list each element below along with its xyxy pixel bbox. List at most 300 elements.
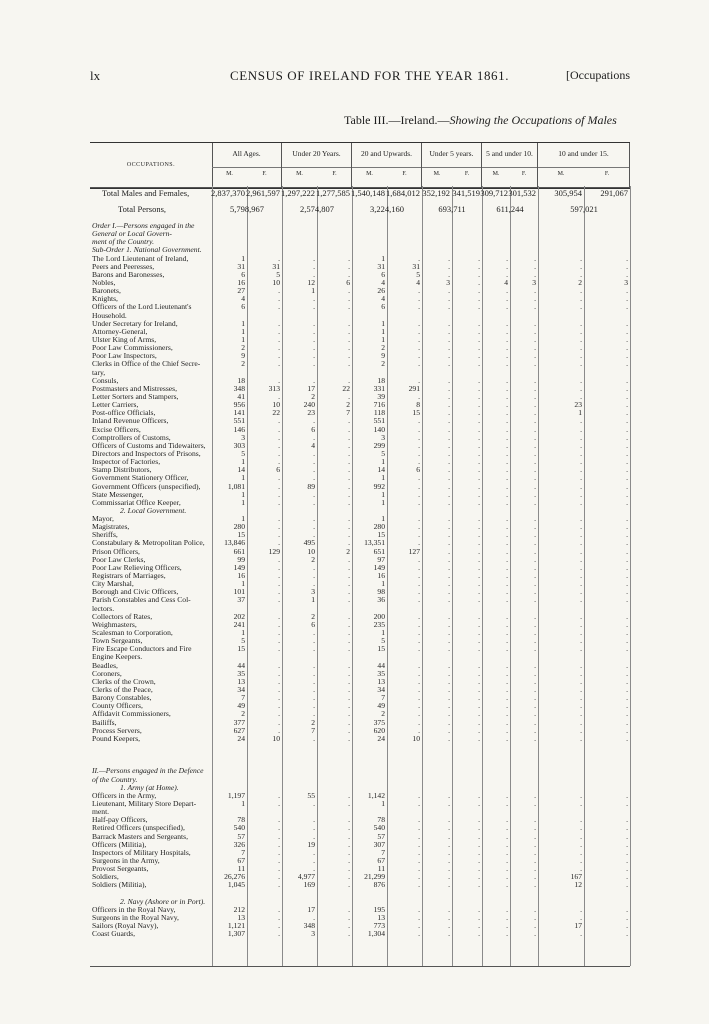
cell-value: 55 <box>307 790 315 800</box>
cell-value: . <box>534 326 536 336</box>
cell-value: 1 <box>381 253 385 263</box>
subheader-rule <box>282 167 351 168</box>
cell-value: . <box>506 489 508 499</box>
cell-value: . <box>418 847 420 857</box>
occupation-label: Directors and Inspectors of Prisons, <box>92 448 201 458</box>
cell-value: . <box>478 400 480 410</box>
occupation-label: Beadles, <box>92 660 118 670</box>
cell-value: . <box>506 847 508 857</box>
cell-value: 1 <box>241 497 245 507</box>
cell-value: . <box>418 318 420 328</box>
occupation-label: Letter Sorters and Stampers, <box>92 391 179 401</box>
subheader-rule <box>422 167 481 168</box>
cell-value: . <box>278 440 280 450</box>
occupation-label: Post-office Officials, <box>92 408 156 418</box>
cell-value: . <box>580 725 582 735</box>
cell-value: . <box>478 717 480 727</box>
cell-value: . <box>506 269 508 279</box>
cell-value: . <box>580 318 582 328</box>
cell-value: 49 <box>377 701 385 711</box>
cell-value: . <box>418 864 420 874</box>
cell-value: 31 <box>377 261 385 271</box>
table-row <box>90 865 630 873</box>
cell-value: 44 <box>237 660 245 670</box>
cell-value: . <box>448 847 450 857</box>
page-number: lx <box>90 68 101 83</box>
cell-value: . <box>626 359 628 369</box>
cell-value: . <box>278 424 280 434</box>
occupation-label: Clerks of the Peace, <box>92 685 153 695</box>
cell-value: . <box>348 481 350 491</box>
cell-value: . <box>313 644 315 654</box>
occupations-table <box>90 142 630 189</box>
cell-value: . <box>278 921 280 931</box>
cell-value: 7 <box>381 847 385 857</box>
cell-value: . <box>348 660 350 670</box>
cell-value: . <box>478 269 480 279</box>
cell-value: . <box>418 334 420 344</box>
caption-title: Showing the Occupations of Males <box>449 113 617 127</box>
cell-value: . <box>626 538 628 548</box>
occupation-label: State Messenger, <box>92 489 144 499</box>
occupation-label: City Marshal, <box>92 579 134 589</box>
cell-value: 101 <box>233 587 245 597</box>
column-group-1 <box>212 143 282 187</box>
cell-value: . <box>418 522 420 532</box>
cell-value: . <box>626 326 628 336</box>
cell-value: . <box>348 286 350 296</box>
table-row <box>90 613 630 621</box>
cell-value: . <box>580 562 582 572</box>
cell-value: . <box>448 538 450 548</box>
cell-value: 1 <box>241 318 245 328</box>
totals-block <box>90 188 630 217</box>
cell-value: . <box>448 457 450 467</box>
cell-value: . <box>478 579 480 589</box>
cell-value: . <box>534 872 536 882</box>
cell-value: . <box>506 880 508 890</box>
cell-value: . <box>580 473 582 483</box>
cell-value: 3 <box>311 929 315 939</box>
cell-value: 31 <box>272 261 280 271</box>
cell-value: . <box>478 880 480 890</box>
table-row <box>90 605 630 613</box>
cell-value: . <box>626 546 628 556</box>
cell-value: . <box>448 693 450 703</box>
cell-value: . <box>580 912 582 922</box>
cell-value: . <box>348 676 350 686</box>
cell-value: . <box>506 318 508 328</box>
cell-value: 9 <box>381 351 385 361</box>
cell-value: 377 <box>233 717 245 727</box>
cell-value: . <box>348 839 350 849</box>
cell-value: . <box>313 514 315 524</box>
cell-value: . <box>534 302 536 312</box>
cell-value: . <box>580 855 582 865</box>
cell-value: . <box>278 554 280 564</box>
cell-value: . <box>313 693 315 703</box>
cell-value: . <box>580 253 582 263</box>
occupation-label: Registrars of Marriages, <box>92 571 166 581</box>
cell-value: 24 <box>377 733 385 743</box>
cell-value: 34 <box>377 685 385 695</box>
cell-value: . <box>278 318 280 328</box>
cell-value: 1 <box>241 326 245 336</box>
cell-value: . <box>506 408 508 418</box>
occupation-label: Inspector of Factories, <box>92 457 161 467</box>
cell-value: . <box>580 790 582 800</box>
cell-value: . <box>448 619 450 629</box>
cell-value: . <box>278 432 280 442</box>
cell-value: 16 <box>377 571 385 581</box>
cell-value: . <box>580 514 582 524</box>
table-row <box>90 686 630 694</box>
cell-value: . <box>448 261 450 271</box>
cell-value: . <box>506 253 508 263</box>
occupation-label: Government Stationery Officer, <box>92 473 189 483</box>
occupation-label: ment. <box>92 807 110 817</box>
cell-value: . <box>626 790 628 800</box>
cell-value: . <box>478 790 480 800</box>
cell-value: 11 <box>377 864 385 874</box>
cell-value: . <box>626 929 628 939</box>
cell-value: . <box>313 864 315 874</box>
cell-value: . <box>478 912 480 922</box>
occupation-label: Coast Guards, <box>92 929 136 939</box>
occupation-label: lectors. <box>92 603 115 613</box>
cell-value: 551 <box>373 416 385 426</box>
total-value: 1,297,222 <box>281 188 315 198</box>
occupation-label: Officers in the Royal Navy, <box>92 904 176 914</box>
cell-value: . <box>580 416 582 426</box>
occupation-label: Town Sergeants, <box>92 636 143 646</box>
cell-value: . <box>534 733 536 743</box>
cell-value: . <box>418 929 420 939</box>
cell-value: 15 <box>377 644 385 654</box>
cell-value: . <box>313 733 315 743</box>
cell-value: . <box>506 587 508 597</box>
cell-value: 7 <box>311 725 315 735</box>
occupation-label: Clerks of the Crown, <box>92 676 156 686</box>
cell-value: 14 <box>377 465 385 475</box>
cell-value: . <box>626 880 628 890</box>
cell-value: . <box>448 668 450 678</box>
cell-value: . <box>313 334 315 344</box>
cell-value: . <box>448 929 450 939</box>
cell-value: . <box>313 847 315 857</box>
cell-value: . <box>313 579 315 589</box>
cell-value: 4 <box>381 277 385 287</box>
cell-value: . <box>313 855 315 865</box>
cell-value: . <box>278 815 280 825</box>
cell-value: . <box>534 359 536 369</box>
cell-value: . <box>506 636 508 646</box>
cell-value: . <box>506 294 508 304</box>
cell-value: . <box>626 660 628 670</box>
cell-value: . <box>278 530 280 540</box>
occupation-label: Fire Escape Conductors and Fire <box>92 644 192 654</box>
cell-value: . <box>534 343 536 353</box>
table-row <box>90 727 630 735</box>
total-persons-value: 611,244 <box>496 204 524 214</box>
cell-value: . <box>534 693 536 703</box>
cell-value: 620 <box>373 725 385 735</box>
cell-value: 1 <box>381 489 385 499</box>
cell-value: . <box>448 286 450 296</box>
cell-value: . <box>478 619 480 629</box>
occupation-label: 2. Local Government. <box>120 505 187 515</box>
table-header <box>90 143 630 188</box>
cell-value: . <box>478 432 480 442</box>
cell-value: . <box>313 636 315 646</box>
occupation-label: Barony Constables, <box>92 693 152 703</box>
cell-value: . <box>448 530 450 540</box>
table-row <box>90 572 630 580</box>
cell-value: . <box>478 302 480 312</box>
cell-value: 39 <box>377 391 385 401</box>
cell-value: . <box>534 286 536 296</box>
cell-value: . <box>580 693 582 703</box>
cell-value: . <box>580 286 582 296</box>
cell-value: . <box>534 815 536 825</box>
cell-value: . <box>626 855 628 865</box>
cell-value: 8 <box>416 400 420 410</box>
cell-value: . <box>626 448 628 458</box>
cell-value: . <box>580 717 582 727</box>
sex-heading-m: M. <box>433 171 441 177</box>
cell-value: 6 <box>381 302 385 312</box>
cell-value: . <box>278 709 280 719</box>
cell-value: . <box>580 823 582 833</box>
cell-value: 10 <box>272 277 280 287</box>
cell-value: 169 <box>303 880 315 890</box>
cell-value: . <box>534 847 536 857</box>
occupation-label: II.—Persons engaged in the Defence <box>92 766 204 776</box>
cell-value: . <box>626 668 628 678</box>
cell-value: . <box>348 628 350 638</box>
cell-value: . <box>534 855 536 865</box>
table-row <box>90 800 630 808</box>
cell-value: 1 <box>241 489 245 499</box>
cell-value: . <box>506 790 508 800</box>
cell-value: 2 <box>311 717 315 727</box>
cell-value: . <box>278 302 280 312</box>
cell-value: . <box>506 685 508 695</box>
cell-value: 1,197 <box>227 790 245 800</box>
table-caption <box>344 113 617 128</box>
cell-value: 21,299 <box>364 872 385 882</box>
occupation-label: Knights, <box>92 294 118 304</box>
cell-value: 22 <box>272 408 280 418</box>
section-heading <box>90 767 630 775</box>
cell-value: 202 <box>233 611 245 621</box>
occupation-label: Bailiffs, <box>92 717 117 727</box>
cell-value: . <box>418 725 420 735</box>
cell-value: . <box>418 579 420 589</box>
cell-value: . <box>534 269 536 279</box>
cell-value: . <box>534 522 536 532</box>
table-row <box>90 483 630 491</box>
cell-value: . <box>478 424 480 434</box>
cell-value: . <box>278 872 280 882</box>
cell-value: . <box>506 611 508 621</box>
row-spacer <box>90 743 630 751</box>
cell-value: . <box>580 587 582 597</box>
cell-value: 1 <box>241 253 245 263</box>
cell-value: . <box>348 904 350 914</box>
cell-value: . <box>626 701 628 711</box>
cell-value: . <box>478 261 480 271</box>
cell-value: . <box>418 709 420 719</box>
cell-value: . <box>626 522 628 532</box>
table-body <box>90 222 630 938</box>
cell-value: . <box>313 530 315 540</box>
cell-value: . <box>448 400 450 410</box>
total-persons-row <box>90 204 630 217</box>
cell-value: . <box>348 473 350 483</box>
cell-value: . <box>278 343 280 353</box>
cell-value: . <box>534 481 536 491</box>
cell-value: . <box>506 448 508 458</box>
cell-value: . <box>448 294 450 304</box>
cell-value: . <box>348 326 350 336</box>
table-row <box>90 710 630 718</box>
cell-value: 140 <box>373 424 385 434</box>
cell-value: . <box>580 481 582 491</box>
cell-value: . <box>626 921 628 931</box>
cell-value: . <box>278 416 280 426</box>
occupation-label: Ulster King of Arms, <box>92 334 157 344</box>
cell-value: . <box>478 408 480 418</box>
cell-value: . <box>626 676 628 686</box>
cell-value: . <box>348 644 350 654</box>
cell-value: . <box>478 636 480 646</box>
cell-value: . <box>580 864 582 874</box>
cell-value: . <box>478 351 480 361</box>
cell-value: 1 <box>381 798 385 808</box>
cell-value: . <box>348 636 350 646</box>
cell-value: . <box>626 465 628 475</box>
cell-value: 35 <box>377 668 385 678</box>
occupation-label: Half-pay Officers, <box>92 815 148 825</box>
cell-value: 1 <box>241 579 245 589</box>
cell-value: . <box>626 457 628 467</box>
cell-value: . <box>506 562 508 572</box>
cell-value: . <box>278 823 280 833</box>
occupation-label: Soldiers, <box>92 872 119 882</box>
cell-value: . <box>534 904 536 914</box>
occupation-label: Officers of the Lord Lieutenant's <box>92 302 192 312</box>
cell-value: . <box>418 359 420 369</box>
cell-value: . <box>448 733 450 743</box>
cell-value: . <box>348 831 350 841</box>
cell-value: . <box>580 351 582 361</box>
cell-value: . <box>534 253 536 263</box>
occupation-label: Barons and Baronesses, <box>92 269 165 279</box>
cell-value: 1,304 <box>367 929 385 939</box>
cell-value: . <box>506 416 508 426</box>
cell-value: . <box>313 448 315 458</box>
cell-value: . <box>626 416 628 426</box>
cell-value: 1,121 <box>227 921 245 931</box>
cell-value: . <box>278 334 280 344</box>
cell-value: . <box>534 725 536 735</box>
cell-value: . <box>448 611 450 621</box>
cell-value: 5 <box>241 448 245 458</box>
cell-value: 5 <box>381 636 385 646</box>
cell-value: 11 <box>237 864 245 874</box>
cell-value: . <box>418 497 420 507</box>
table-row <box>90 393 630 401</box>
cell-value: . <box>478 522 480 532</box>
total-value: 2,837,370 <box>211 188 245 198</box>
cell-value: . <box>348 530 350 540</box>
cell-value: . <box>448 595 450 605</box>
cell-value: 627 <box>233 725 245 735</box>
table-row <box>90 694 630 702</box>
cell-value: . <box>278 644 280 654</box>
cell-value: . <box>418 685 420 695</box>
cell-value: . <box>626 408 628 418</box>
cell-value: . <box>506 514 508 524</box>
cell-value: 3 <box>532 277 536 287</box>
occupation-label: Stamp Distributors, <box>92 465 152 475</box>
column-group-label: 20 and Upwards. <box>360 149 413 158</box>
cell-value: 313 <box>268 383 280 393</box>
cell-value: . <box>448 375 450 385</box>
cell-value: 1 <box>241 457 245 467</box>
total-value: 1,277,585 <box>316 188 350 198</box>
cell-value: . <box>506 481 508 491</box>
cell-value: . <box>448 326 450 336</box>
cell-value: . <box>478 929 480 939</box>
cell-value: . <box>478 416 480 426</box>
cell-value: . <box>534 644 536 654</box>
column-group-5 <box>482 143 538 187</box>
cell-value: . <box>534 864 536 874</box>
table-row <box>90 539 630 547</box>
cell-value: . <box>278 628 280 638</box>
cell-value: 4 <box>311 440 315 450</box>
cell-value: . <box>418 286 420 296</box>
table-row <box>90 426 630 434</box>
cell-value: 4,977 <box>297 872 315 882</box>
cell-value: . <box>448 489 450 499</box>
running-section: [Occupations <box>566 68 630 82</box>
column-rule <box>630 186 631 966</box>
cell-value: 331 <box>373 383 385 393</box>
cell-value: 98 <box>377 587 385 597</box>
cell-value: . <box>506 473 508 483</box>
cell-value: . <box>278 847 280 857</box>
cell-value: . <box>506 823 508 833</box>
total-persons-value: 2,574,807 <box>300 204 334 214</box>
cell-value: . <box>626 383 628 393</box>
occupation-label: Commissariat Office Keeper, <box>92 497 181 507</box>
cell-value: . <box>626 685 628 695</box>
occupation-label: Clerks in Office of the Chief Secre- <box>92 359 201 369</box>
cell-value: . <box>534 571 536 581</box>
cell-value: . <box>580 440 582 450</box>
cell-value: . <box>278 351 280 361</box>
cell-value: 26 <box>377 286 385 296</box>
cell-value: . <box>448 790 450 800</box>
cell-value: . <box>348 465 350 475</box>
cell-value: 31 <box>237 261 245 271</box>
cell-value: . <box>506 912 508 922</box>
cell-value: . <box>278 929 280 939</box>
cell-value: 49 <box>237 701 245 711</box>
